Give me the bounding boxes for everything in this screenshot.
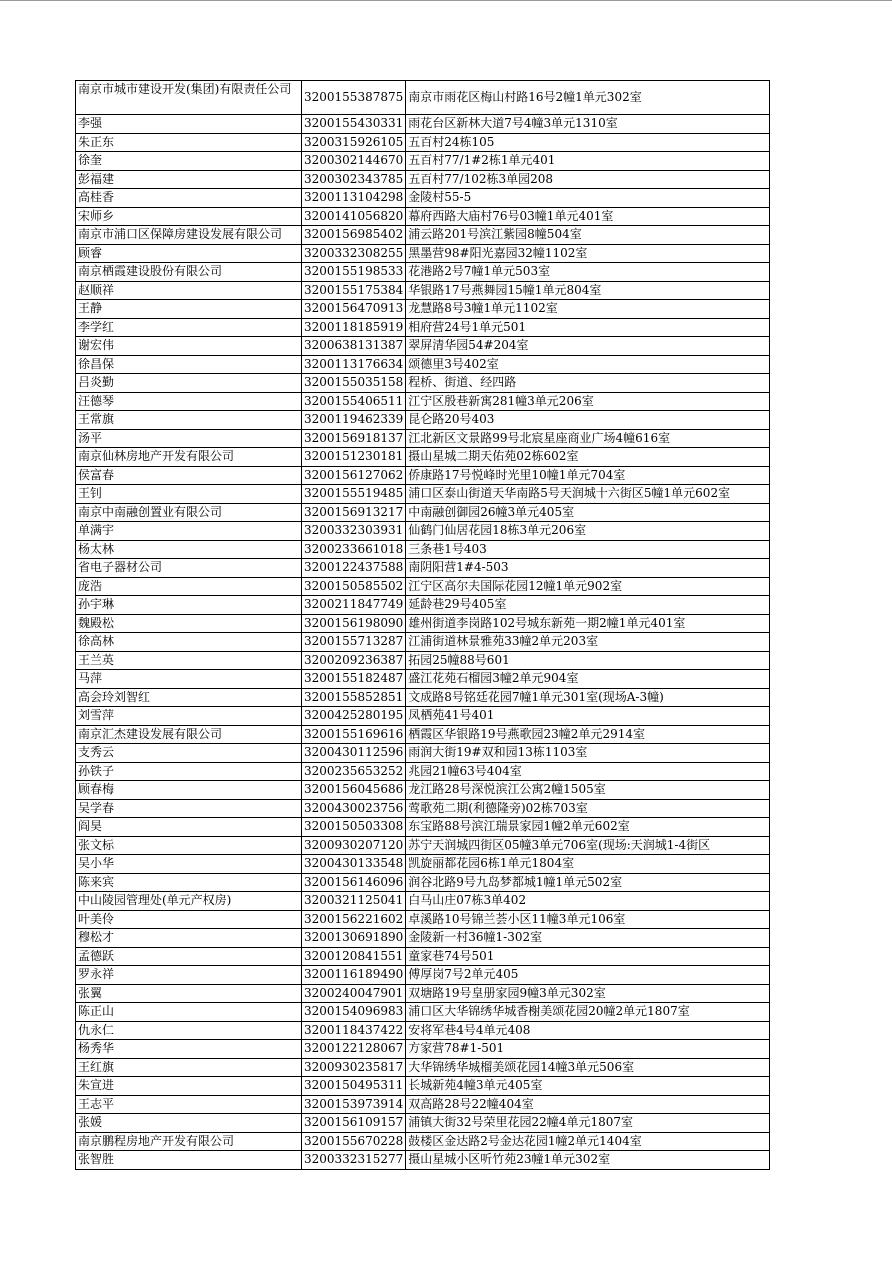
table-row: [76, 744, 770, 763]
table-row: [76, 633, 770, 652]
name-cell: 吴学春: [76, 799, 302, 818]
name-cell: 陈来宾: [76, 873, 302, 892]
name-cell: 高桂香: [76, 189, 302, 208]
address-cell: 延龄巷29号405室: [406, 596, 770, 615]
account-id-cell: 3200209236387: [302, 651, 406, 670]
table-row: [76, 522, 770, 541]
account-id-cell: 3200116189490: [302, 966, 406, 985]
address-cell: 仙鹤门仙居花园18栋3单元206室: [406, 522, 770, 541]
table-row: [76, 1151, 770, 1170]
table-row: [76, 485, 770, 504]
name-cell: 李学红: [76, 318, 302, 337]
account-id-cell: 3200321125041: [302, 892, 406, 911]
address-cell: 江浦街道林景雅苑33幢2单元203室: [406, 633, 770, 652]
account-id-cell: 3200122128067: [302, 1040, 406, 1059]
name-cell: 徐奎: [76, 152, 302, 171]
table-row: [76, 503, 770, 522]
name-cell: 侯富春: [76, 466, 302, 485]
table-row: [76, 1058, 770, 1077]
account-id-cell: 3200315926105: [302, 133, 406, 152]
table-row: [76, 133, 770, 152]
address-cell: 浦云路201号滨江紫园8幢504室: [406, 226, 770, 245]
address-cell: 安将军巷4号4单元408: [406, 1021, 770, 1040]
account-id-cell: 3200155169616: [302, 725, 406, 744]
table-row: [76, 337, 770, 356]
account-id-cell: 3200155035158: [302, 374, 406, 393]
name-cell: 王钊: [76, 485, 302, 504]
account-id-cell: 3200155430331: [302, 115, 406, 134]
address-cell: 浦口区泰山街道天华南路5号天润城十六街区5幢1单元602室: [406, 485, 770, 504]
name-cell: 杨太林: [76, 540, 302, 559]
name-cell: 彭福建: [76, 170, 302, 189]
address-cell: 翠屏清华园54#204室: [406, 337, 770, 356]
account-id-cell: 3200150585502: [302, 577, 406, 596]
account-id-cell: 3200156127062: [302, 466, 406, 485]
table-row: [76, 226, 770, 245]
account-id-cell: 3200155182487: [302, 670, 406, 689]
address-cell: 方家营78#1-501: [406, 1040, 770, 1059]
table-row: [76, 966, 770, 985]
table-row: [76, 892, 770, 911]
address-cell: 江北新区文景路99号北宸星座商业广场4幢616室: [406, 429, 770, 448]
address-cell: 摄山星城二期天佑苑02栋602室: [406, 448, 770, 467]
address-cell: 雄州街道李岗路102号城东新苑一期2幢1单元401室: [406, 614, 770, 633]
name-cell: 孙铁子: [76, 762, 302, 781]
address-cell: 浦口区大华锦绣华城香榭美颂花园20幢2单元1807室: [406, 1003, 770, 1022]
name-cell: 罗永祥: [76, 966, 302, 985]
table-row: [76, 1095, 770, 1114]
address-cell: 润谷北路9号九岛梦都城1幢1单元502室: [406, 873, 770, 892]
account-id-cell: 3200122437588: [302, 559, 406, 578]
address-cell: 五百村77/1#2栋1单元401: [406, 152, 770, 171]
address-cell: 华银路17号燕舞园15幢1单元804室: [406, 281, 770, 300]
account-id-cell: 3200153973914: [302, 1095, 406, 1114]
name-cell: 吕炎勤: [76, 374, 302, 393]
table-row: [76, 799, 770, 818]
account-id-cell: 3200130691890: [302, 929, 406, 948]
address-cell: 相府营24号1单元501: [406, 318, 770, 337]
account-id-cell: 3200155670228: [302, 1132, 406, 1151]
table-row: [76, 1114, 770, 1133]
table-row: [76, 263, 770, 282]
name-cell: 王静: [76, 300, 302, 319]
account-id-cell: 3200155406511: [302, 392, 406, 411]
table-row: [76, 929, 770, 948]
account-id-cell: 3200156146096: [302, 873, 406, 892]
account-id-cell: 3200430133548: [302, 855, 406, 874]
name-cell: 吴小华: [76, 855, 302, 874]
account-id-cell: 3200118185919: [302, 318, 406, 337]
table-row: [76, 1077, 770, 1096]
name-cell: 仇永仁: [76, 1021, 302, 1040]
account-id-cell: 3200332303931: [302, 522, 406, 541]
address-cell: 大华锦绣华城榴美颂花园14幢3单元506室: [406, 1058, 770, 1077]
name-cell: 王常旗: [76, 411, 302, 430]
name-cell: 高会玲刘智红: [76, 688, 302, 707]
account-id-cell: 3200156109157: [302, 1114, 406, 1133]
account-id-cell: 3200930235817: [302, 1058, 406, 1077]
account-id-cell: 3200155713287: [302, 633, 406, 652]
table-row: [76, 448, 770, 467]
table-row: [76, 466, 770, 485]
address-cell: 苏宁天润城四街区05幢3单元706室(现场:天润城1-4街区: [406, 836, 770, 855]
table-row: [76, 1132, 770, 1151]
address-cell: 三条巷1号403: [406, 540, 770, 559]
address-cell: 颂德里3号402室: [406, 355, 770, 374]
account-id-cell: 3200151230181: [302, 448, 406, 467]
address-cell: 雨润大街19#双和园13栋1103室: [406, 744, 770, 763]
account-id-cell: 3200156913217: [302, 503, 406, 522]
name-cell: 南京仙林房地产开发有限公司: [76, 448, 302, 467]
name-cell: 张媛: [76, 1114, 302, 1133]
address-cell: 南京市雨花区梅山村路16号2幢1单元302室: [406, 81, 770, 115]
name-cell: 南京汇杰建设发展有限公司: [76, 725, 302, 744]
table-row: [76, 614, 770, 633]
address-cell: 金陵村55-5: [406, 189, 770, 208]
name-cell: 王红旗: [76, 1058, 302, 1077]
name-cell: 叶美伶: [76, 910, 302, 929]
address-cell: 傅厚岗7号2单元405: [406, 966, 770, 985]
name-cell: 穆松才: [76, 929, 302, 948]
account-id-cell: 3200233661018: [302, 540, 406, 559]
address-cell: 摄山星城小区听竹苑23幢1单元302室: [406, 1151, 770, 1170]
address-cell: 凤栖苑41号401: [406, 707, 770, 726]
table-row: [76, 688, 770, 707]
name-cell: 南京栖霞建设股份有限公司: [76, 263, 302, 282]
account-id-cell: 3200302144670: [302, 152, 406, 171]
table-body: [76, 81, 770, 1170]
address-cell: 南阴阳营1#4-503: [406, 559, 770, 578]
account-id-cell: 3200155852851: [302, 688, 406, 707]
name-cell: 杨秀华: [76, 1040, 302, 1059]
address-cell: 栖霞区华银路19号燕歌园23幢2单元2914室: [406, 725, 770, 744]
account-id-cell: 3200332315277: [302, 1151, 406, 1170]
address-cell: 程桥、街道、经四路: [406, 374, 770, 393]
name-cell: 刘雪萍: [76, 707, 302, 726]
account-id-cell: 3200240047901: [302, 984, 406, 1003]
name-cell: 朱正东: [76, 133, 302, 152]
name-cell: 谢宏伟: [76, 337, 302, 356]
address-cell: 龙慧路8号3幢1单元1102室: [406, 300, 770, 319]
name-cell: 单满宇: [76, 522, 302, 541]
account-id-cell: 3200119462339: [302, 411, 406, 430]
account-id-cell: 3200155387875: [302, 81, 406, 115]
page-top-border: [0, 0, 892, 1]
account-id-cell: 3200154096983: [302, 1003, 406, 1022]
account-id-cell: 3200156198090: [302, 614, 406, 633]
name-cell: 李强: [76, 115, 302, 134]
name-cell: 省电子器材公司: [76, 559, 302, 578]
address-cell: 双塘路19号皇册家园9幢3单元302室: [406, 984, 770, 1003]
address-cell: 凯旋丽都花园6栋1单元1804室: [406, 855, 770, 874]
table-row: [76, 984, 770, 1003]
address-cell: 卓溪路10号锦兰荟小区11幢3单元106室: [406, 910, 770, 929]
address-cell: 花港路2号7幢1单元503室: [406, 263, 770, 282]
address-cell: 双高路28号22幢404室: [406, 1095, 770, 1114]
address-cell: 昆仑路20号403: [406, 411, 770, 430]
account-id-cell: 3200930207120: [302, 836, 406, 855]
account-id-cell: 3200235653252: [302, 762, 406, 781]
table-row: [76, 429, 770, 448]
name-cell: 王志平: [76, 1095, 302, 1114]
name-cell: 孟德跃: [76, 947, 302, 966]
name-cell: 徐昌保: [76, 355, 302, 374]
table-row: [76, 152, 770, 171]
table-row: [76, 781, 770, 800]
address-cell: 龙江路28号深悦滨江公寓2幢1505室: [406, 781, 770, 800]
table-row: [76, 910, 770, 929]
account-table: [75, 80, 770, 1170]
name-cell: 张文标: [76, 836, 302, 855]
address-cell: 文成路8号铭廷花园7幢1单元301室(现场A-3幢): [406, 688, 770, 707]
name-cell: 徐高林: [76, 633, 302, 652]
address-cell: 莺歌苑二期(利德隆旁)02栋703室: [406, 799, 770, 818]
table-row: [76, 540, 770, 559]
account-id-cell: 3200430112596: [302, 744, 406, 763]
table-row: [76, 170, 770, 189]
name-cell: 顾春梅: [76, 781, 302, 800]
account-id-cell: 3200156221602: [302, 910, 406, 929]
account-id-cell: 3200155519485: [302, 485, 406, 504]
account-id-cell: 3200638131387: [302, 337, 406, 356]
table-row: [76, 577, 770, 596]
address-cell: 盛江花苑石榴园3幢2单元904室: [406, 670, 770, 689]
table-row: [76, 207, 770, 226]
account-id-cell: 3200155198533: [302, 263, 406, 282]
address-cell: 兆园21幢63号404室: [406, 762, 770, 781]
address-cell: 中南融创御园26幢3单元405室: [406, 503, 770, 522]
table-row: [76, 762, 770, 781]
table-row: [76, 300, 770, 319]
name-cell: 阎昊: [76, 818, 302, 837]
account-id-cell: 3200156470913: [302, 300, 406, 319]
address-cell: 五百村77/102栋3单园208: [406, 170, 770, 189]
address-cell: 拓园25幢88号601: [406, 651, 770, 670]
name-cell: 赵顺祥: [76, 281, 302, 300]
account-id-cell: 3200156045686: [302, 781, 406, 800]
name-cell: 汪德琴: [76, 392, 302, 411]
name-cell: 马萍: [76, 670, 302, 689]
account-id-cell: 3200302343785: [302, 170, 406, 189]
account-id-cell: 3200211847749: [302, 596, 406, 615]
table-row: [76, 559, 770, 578]
table-row: [76, 818, 770, 837]
table-row: [76, 244, 770, 263]
table-row: [76, 392, 770, 411]
name-cell: 南京中南融创置业有限公司: [76, 503, 302, 522]
name-cell: 顾睿: [76, 244, 302, 263]
table-row: [76, 81, 770, 115]
account-id-cell: 3200150503308: [302, 818, 406, 837]
table-row: [76, 855, 770, 874]
name-cell: 朱宣进: [76, 1077, 302, 1096]
table-row: [76, 873, 770, 892]
name-cell: 庞浩: [76, 577, 302, 596]
address-cell: 江宁区高尔夫国际花园12幢1单元902室: [406, 577, 770, 596]
account-id-cell: 3200430023756: [302, 799, 406, 818]
address-cell: 金陵新一村36幢1-302室: [406, 929, 770, 948]
name-cell: 南京市城市建设开发(集团)有限责任公司: [76, 81, 302, 115]
account-id-cell: 3200156985402: [302, 226, 406, 245]
name-cell: 张智胜: [76, 1151, 302, 1170]
address-cell: 侨康路17号悦峰时光里10幢1单元704室: [406, 466, 770, 485]
name-cell: 中山陵园管理处(单元产权房): [76, 892, 302, 911]
table-row: [76, 1021, 770, 1040]
account-id-cell: 3200150495311: [302, 1077, 406, 1096]
account-id-cell: 3200155175384: [302, 281, 406, 300]
address-cell: 长城新苑4幢3单元405室: [406, 1077, 770, 1096]
name-cell: 支秀云: [76, 744, 302, 763]
table-row: [76, 411, 770, 430]
address-cell: 黑墨营98#阳光嘉园32幢1102室: [406, 244, 770, 263]
table-row: [76, 707, 770, 726]
table-row: [76, 281, 770, 300]
account-id-cell: 3200120841551: [302, 947, 406, 966]
address-cell: 幕府西路大庙村76号03幢1单元401室: [406, 207, 770, 226]
address-cell: 白马山庄07栋3单402: [406, 892, 770, 911]
address-cell: 江宁区殷巷新寓281幢3单元206室: [406, 392, 770, 411]
table-row: [76, 1003, 770, 1022]
name-cell: 汤平: [76, 429, 302, 448]
account-id-cell: 3200113176634: [302, 355, 406, 374]
table-row: [76, 189, 770, 208]
name-cell: 陈正山: [76, 1003, 302, 1022]
name-cell: 南京鹏程房地产开发有限公司: [76, 1132, 302, 1151]
address-cell: 鼓楼区金达路2号金达花园1幢2单元1404室: [406, 1132, 770, 1151]
name-cell: 王兰英: [76, 651, 302, 670]
name-cell: 魏殿松: [76, 614, 302, 633]
table-row: [76, 355, 770, 374]
name-cell: 孙宇琳: [76, 596, 302, 615]
table-row: [76, 374, 770, 393]
name-cell: 宋师乡: [76, 207, 302, 226]
account-id-cell: 3200113104298: [302, 189, 406, 208]
account-id-cell: 3200156918137: [302, 429, 406, 448]
table-row: [76, 1040, 770, 1059]
table-row: [76, 596, 770, 615]
account-id-cell: 3200425280195: [302, 707, 406, 726]
account-id-cell: 3200118437422: [302, 1021, 406, 1040]
name-cell: 南京市浦口区保障房建设发展有限公司: [76, 226, 302, 245]
table-row: [76, 318, 770, 337]
table-row: [76, 947, 770, 966]
address-cell: 浦镇大街32号荣里花园22幢4单元1807室: [406, 1114, 770, 1133]
table-row: [76, 725, 770, 744]
table-row: [76, 115, 770, 134]
table-row: [76, 670, 770, 689]
address-cell: 东宝路88号滨江瑞景家园1幢2单元602室: [406, 818, 770, 837]
address-cell: 五百村24栋105: [406, 133, 770, 152]
account-id-cell: 3200141056820: [302, 207, 406, 226]
account-id-cell: 3200332308255: [302, 244, 406, 263]
address-cell: 雨花台区新林大道7号4幢3单元1310室: [406, 115, 770, 134]
table-row: [76, 836, 770, 855]
name-cell: 张翼: [76, 984, 302, 1003]
address-cell: 童家巷74号501: [406, 947, 770, 966]
table-row: [76, 651, 770, 670]
